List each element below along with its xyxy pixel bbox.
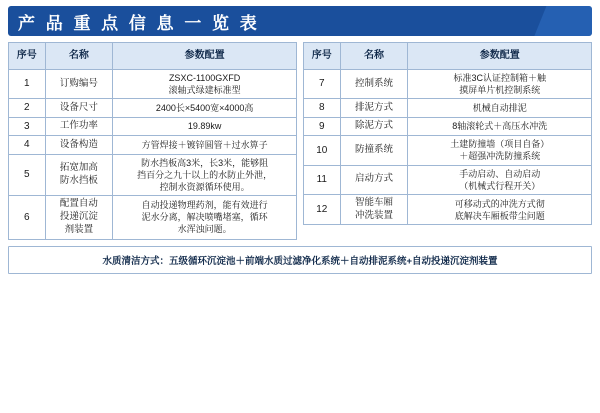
row-no: 9 [304,117,341,136]
header-name: 名称 [340,43,408,70]
right-spec-table [303,42,592,225]
row-param [408,136,592,165]
header-no: 序号 [304,43,341,70]
row-no: 5 [9,154,46,195]
param-line: 2400长×5400宽×4000高 [155,102,254,113]
param-line: 标准3C认证控制箱＋触 [453,73,546,83]
row-param [408,99,592,118]
header-name: 名称 [45,43,113,70]
header-param: 参数配置 [408,43,592,70]
row-name: 除泥方式 [340,117,408,136]
param-line: 手动启动、自动启动 [459,168,541,179]
row-name: 订购编号 [45,70,113,99]
row-name [340,194,408,225]
row-name-line: 防水挡板 [59,174,98,186]
row-name-line: 冲洗装置 [355,209,394,221]
row-param [408,194,592,225]
row-no: 3 [9,117,46,136]
row-name: 控制系统 [340,70,408,99]
row-param [113,196,297,239]
param-line: 机械自动排泥 [472,102,527,113]
spec-tables [8,42,592,240]
row-name: 工作功率 [45,117,113,136]
row-name-line: 智能车厢 [355,196,394,208]
row-name: 设备尺寸 [45,99,113,118]
page-title: 产 品 重 点 信 息 一 览 表 [18,13,260,33]
row-name-line: 投递沉淀 [59,211,98,223]
row-name [45,154,113,195]
table-row [304,194,592,225]
row-param [113,70,297,99]
param-line: 自动投递物理药剂，能有效进行 [141,200,268,211]
table-row [9,154,297,195]
param-line: 土建防撞墙（项目自备） [450,139,550,150]
row-name-line: 剂装置 [64,223,94,235]
param-line: 方管焊接＋镀锌圆管＋过水箅子 [141,139,268,150]
row-no: 1 [9,70,46,99]
row-name [45,196,113,239]
table-header-row [9,43,297,70]
page-title-banner [8,6,592,36]
row-param [408,165,592,194]
param-line: 控制水资源循环使用。 [159,182,250,193]
row-param [408,70,592,99]
row-no: 8 [304,99,341,118]
row-no: 6 [9,196,46,239]
row-param [113,99,297,118]
param-line: 泥水分离，解决喷嘴堵塞，循环 [141,212,268,223]
param-line: 滚轴式绿建标准型 [168,85,241,96]
param-line: 底解决车厢板带尘问题 [454,210,545,221]
param-line: ZSXC-1100GXFD [168,73,241,83]
param-line: 摸屏单片机控制系统 [459,85,541,96]
row-no: 10 [304,136,341,165]
table-row [304,99,592,118]
row-name: 防撞系统 [340,136,408,165]
param-line: （机械式行程开关） [459,180,541,191]
param-line: 8轴滚轮式＋高压水冲洗 [452,121,548,132]
table-row [9,196,297,239]
table-row [304,165,592,194]
row-param [113,136,297,155]
param-line: 水浑浊问题。 [177,224,232,235]
param-line: 可移动式的冲洗方式彻 [454,198,545,209]
row-name: 启动方式 [340,165,408,194]
water-treatment-footer [8,246,592,274]
table-row [304,117,592,136]
row-no: 11 [304,165,341,194]
row-no: 7 [304,70,341,99]
row-name-line: 拓宽加高 [59,162,98,174]
header-no: 序号 [9,43,46,70]
table-row [9,99,297,118]
row-name-line: 配置自动 [59,198,98,210]
row-no: 12 [304,194,341,225]
table-row [9,117,297,136]
table-header-row [304,43,592,70]
row-param [113,117,297,136]
header-param: 参数配置 [113,43,297,70]
footer-text: 水质清洁方式：五级循环沉淀池＋前端水质过滤净化系统＋自动排泥系统+自动投递沉淀剂装置 [102,255,498,267]
row-no: 2 [9,99,46,118]
param-line: ＋超强冲洗防撞系统 [459,151,541,162]
left-spec-table [8,42,297,240]
table-row [9,136,297,155]
row-param [113,154,297,195]
row-name: 设备构造 [45,136,113,155]
param-line: 防水挡板高3米，长3米，能够阻 [141,157,269,168]
row-param [408,117,592,136]
param-line: 19.89kw [187,121,222,132]
table-row [9,70,297,99]
row-name: 排泥方式 [340,99,408,118]
param-line: 挡百分之九十以上的水防止外泄， [137,169,273,180]
table-row [304,136,592,165]
table-row [304,70,592,99]
row-no: 4 [9,136,46,155]
